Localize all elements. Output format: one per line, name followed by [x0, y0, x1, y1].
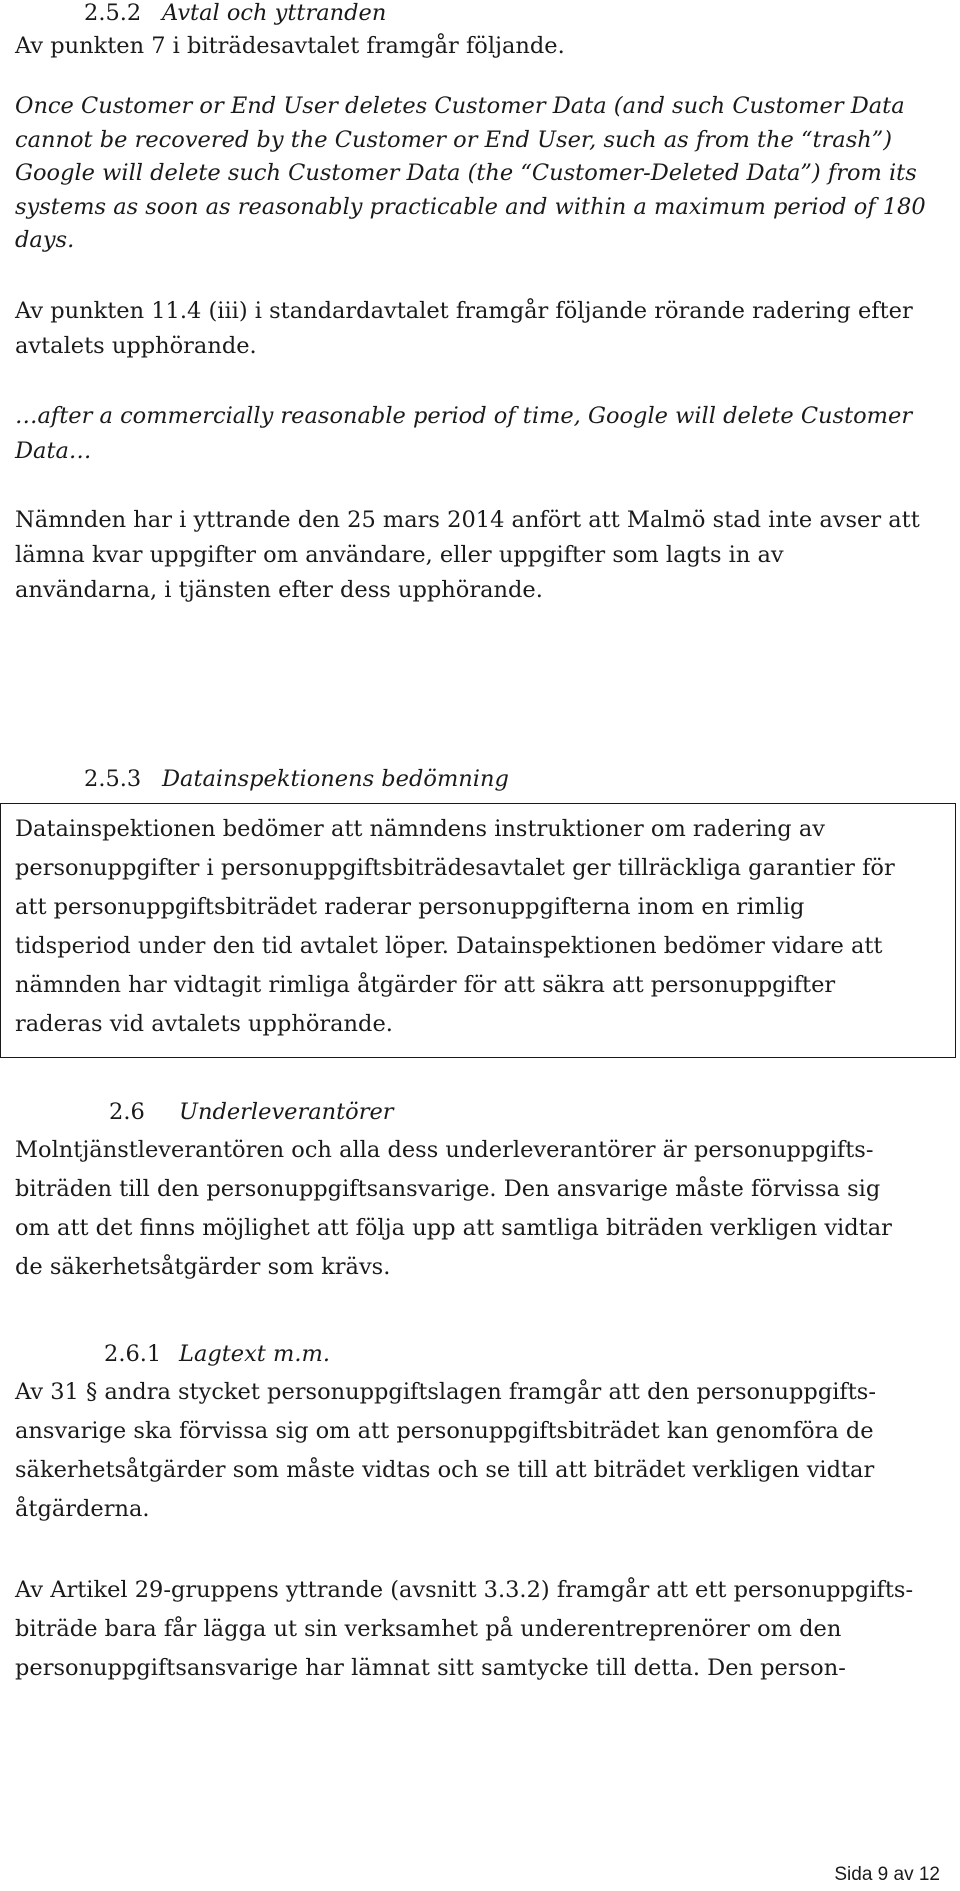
paragraph-artikel-29 [15, 1571, 943, 1688]
assessment-text [15, 810, 895, 1044]
text-line: biträde bara får lägga ut sin verksamhet på underentreprenörer om den [15, 1616, 842, 1642]
text-line: avtalets upphörande. [15, 333, 257, 359]
section-number: 2.6.1 [104, 1341, 162, 1367]
text-line: Av punkten 7 i biträdesavtalet framgår följande. [15, 33, 565, 59]
text-line: åtgärderna. [15, 1496, 150, 1522]
section-title: Datainspektionens bedömning [162, 766, 509, 792]
text-line: personuppgiftsansvarige har lämnat sitt samtycke till detta. Den person- [15, 1655, 846, 1681]
paragraph-personuppgiftslagen [15, 1373, 943, 1529]
text-line: biträden till den personuppgiftsansvarige. Den ansvarige måste förvissa sig [15, 1176, 881, 1202]
text-line: de säkerhetsåtgärder som krävs. [15, 1254, 391, 1280]
page-number-footer: Sida 9 av 12 [834, 1864, 940, 1885]
text-line: Datainspektionen bedömer att nämndens instruktioner om radering av [15, 816, 825, 842]
text-line: Av punkten 11.4 (iii) i standardavtalet framgår följande rörande radering efter [15, 298, 913, 324]
section-title: Lagtext m.m. [179, 1341, 330, 1367]
paragraph-underleverantorer [15, 1131, 943, 1287]
text-line: Nämnden har i yttrande den 25 mars 2014 anfört att Malmö stad inte avser att [15, 507, 920, 533]
text-line: Av 31 § andra stycket personuppgiftslagen framgår att den personuppgifts- [15, 1379, 876, 1405]
section-number: 2.5.3 [84, 766, 142, 792]
section-heading-2-6-1 [104, 1335, 330, 1374]
text-line: om att det finns möjlighet att följa upp att samtliga biträden verkligen vidtar [15, 1215, 892, 1241]
text-line: nämnden har vidtagit rimliga åtgärder för att säkra att personuppgifter [15, 972, 836, 998]
text-line: Molntjänstleverantören och alla dess underleverantörer är personuppgifts- [15, 1137, 874, 1163]
text-line: …after a commercially reasonable period of time, Google will delete Customer [15, 403, 913, 429]
section-title: Avtal och yttranden [162, 0, 387, 26]
paragraph-namnden-yttrande [15, 503, 943, 608]
text-line: att personuppgiftsbiträdet raderar personuppgifterna inom en rimlig [15, 894, 805, 920]
text-line: användarna, i tjänsten efter dess upphörande. [15, 577, 543, 603]
text-line: Google will delete such Customer Data (the “Customer-Deleted Data”) from its [15, 160, 917, 186]
text-line: cannot be recovered by the Customer or End User, such as from the “trash”) [15, 126, 893, 153]
text-line: Once Customer or End User deletes Customer Data (and such Customer Data [15, 93, 905, 119]
section-heading-2-6 [109, 1093, 394, 1132]
text-line: tidsperiod under den tid avtalet löper. Datainspektionen bedömer vidare att [15, 933, 883, 959]
text-line: Av Artikel 29-gruppens yttrande (avsnitt 3.3.2) framgår att ett personuppgifts- [15, 1577, 914, 1603]
text-line: systems as soon as reasonably practicable and within a maximum period of 180 [15, 193, 926, 220]
quote-commercially-reasonable [15, 399, 943, 469]
quote-customer-data-deletion [15, 90, 943, 258]
text-line: lämna kvar uppgifter om användare, eller uppgifter som lagts in av [15, 542, 784, 568]
section-number: 2.6 [109, 1099, 145, 1125]
paragraph-intro-bitradesavtal [15, 27, 943, 66]
section-heading-2-5-3 [84, 760, 509, 799]
text-line: raderas vid avtalets upphörande. [15, 1011, 393, 1037]
text-line: days. [15, 227, 75, 253]
paragraph-standardavtal [15, 294, 943, 364]
text-line: ansvarige ska förvissa sig om att personuppgiftsbiträdet kan genomföra de [15, 1418, 874, 1444]
text-line: säkerhetsåtgärder som måste vidtas och se till att biträdet verkligen vidtar [15, 1457, 875, 1483]
text-line: Data… [15, 438, 92, 464]
section-number: 2.5.2 [84, 0, 142, 26]
section-title: Underleverantörer [179, 1099, 394, 1125]
text-line: personuppgifter i personuppgiftsbiträdesavtalet ger tillräckliga garantier för [15, 855, 895, 881]
assessment-box [0, 803, 956, 1058]
